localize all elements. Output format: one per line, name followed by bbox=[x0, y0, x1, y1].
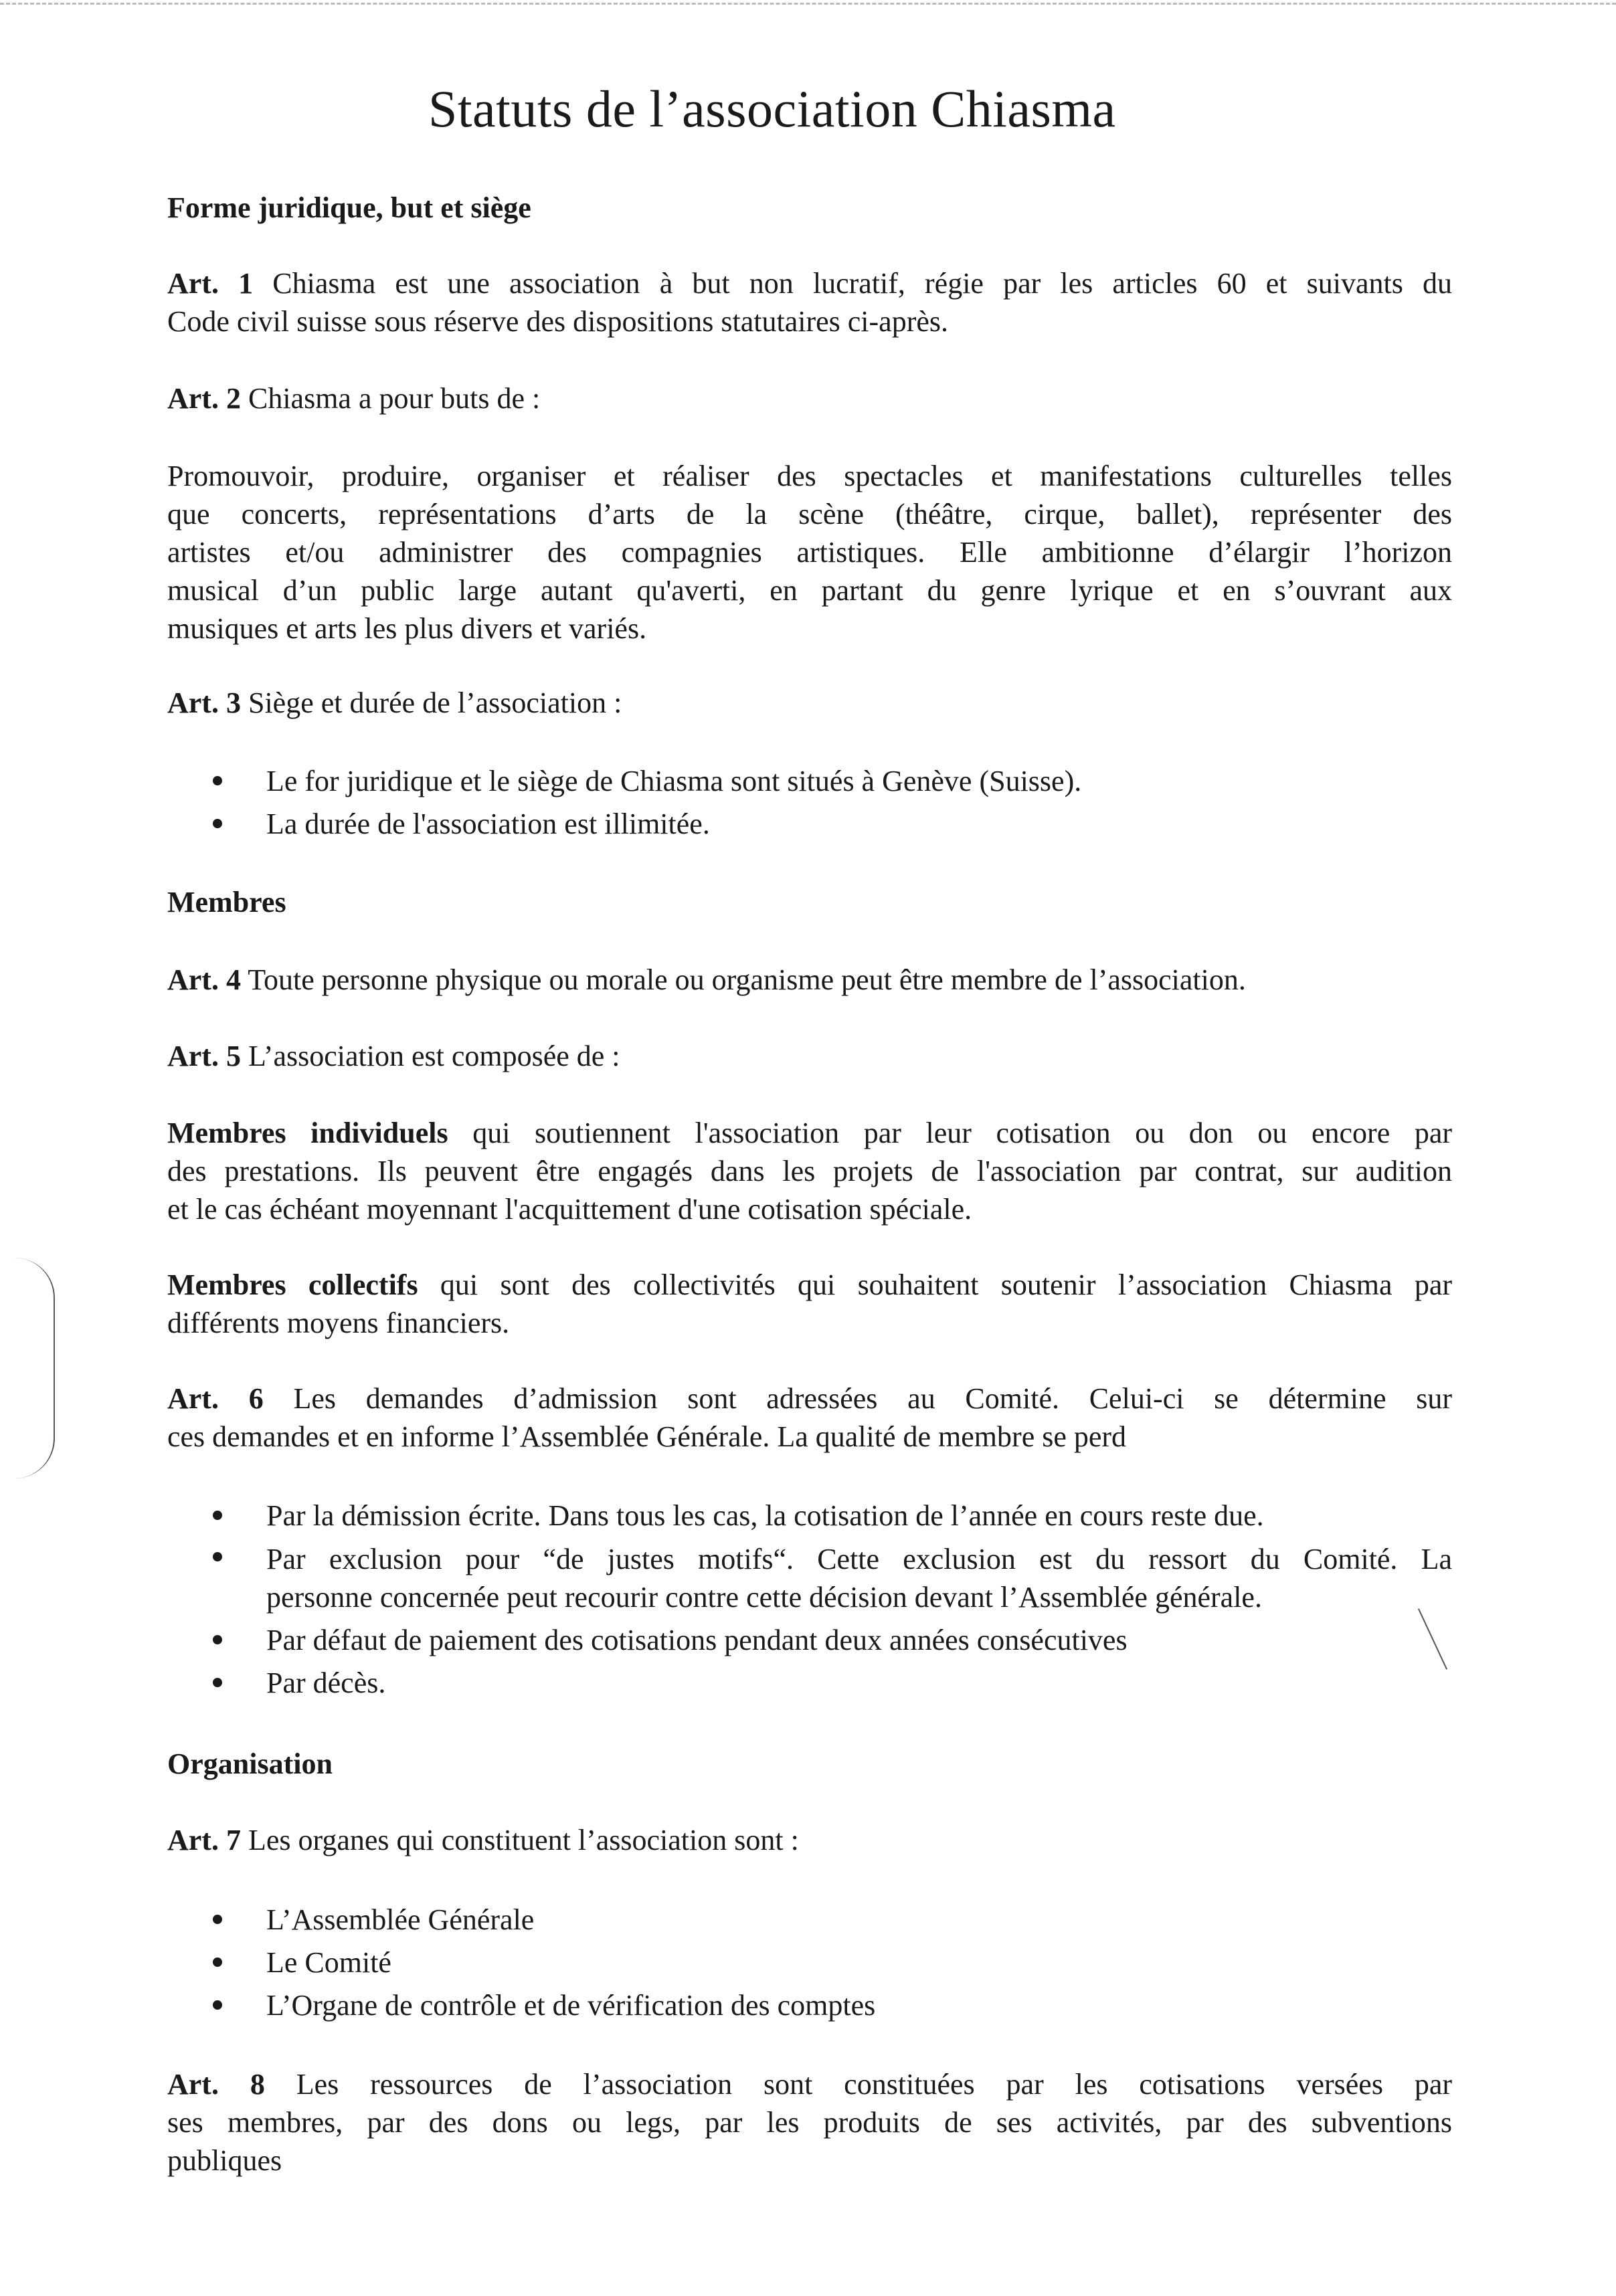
membres-individuels-lead: Membres individuels bbox=[167, 1117, 448, 1149]
article-5-collectifs: Membres collectifs qui sont des collectivités qui souhaitent soutenir l’association Chiasma par différents moyens financiers. bbox=[167, 1268, 1453, 1339]
article-2-label: Art. 2 bbox=[167, 382, 241, 415]
article-5-intro: Art. 5 L’association est composée de : bbox=[167, 1040, 620, 1072]
section-heading-forme: Forme juridique, but et siège bbox=[167, 191, 531, 224]
bullet-icon bbox=[213, 2000, 222, 2010]
article-3-label: Art. 3 bbox=[167, 686, 241, 719]
membres-collectifs-lead: Membres collectifs bbox=[167, 1268, 418, 1301]
article-8-label: Art. 8 bbox=[167, 2068, 265, 2101]
document-title: Statuts de l’association Chiasma bbox=[428, 80, 1116, 138]
bullet-icon bbox=[213, 776, 222, 785]
article-6-bullets bbox=[167, 1495, 1452, 1705]
article-6: Art. 6 Les demandes d’admission sont adressées au Comité. Celui-ci se détermine sur ces demandes et en informe l’Assemblée Générale. La qualité de membre se perd bbox=[167, 1382, 1452, 1453]
section-heading-membres: Membres bbox=[167, 886, 286, 919]
article-2-intro: Art. 2 Chiasma a pour buts de : bbox=[167, 382, 541, 415]
list-item: L’Organe de contrôle et de vérification des comptes bbox=[167, 1984, 1452, 2027]
bullet-icon bbox=[213, 1552, 222, 1561]
article-2-paragraph: Promouvoir, produire, organiser et réaliser des spectacles et manifestations culturelles telles que concerts, représentations d’arts de la scène (théâtre, cirque, ballet), représenter des artistes et/ou administrer des compagnies artistiques. Elle ambitionne d’élargir l’horizon musical d’un public large autant qu'averti, en partant du genre lyrique et en s’ouvrant aux musiques et arts les plus divers et variés. bbox=[167, 460, 1452, 645]
article-7-label: Art. 7 bbox=[167, 1824, 241, 1856]
article-4-label: Art. 4 bbox=[167, 963, 241, 996]
article-1-label: Art. 1 bbox=[167, 267, 254, 300]
article-7-bullets bbox=[167, 1899, 1452, 2027]
article-3-bullets bbox=[167, 760, 1452, 846]
article-5-label: Art. 5 bbox=[167, 1040, 241, 1072]
article-1 bbox=[167, 264, 1452, 341]
scan-mark-left bbox=[0, 1258, 55, 1478]
list-item: Le for juridique et le siège de Chiasma sont situés à Genève (Suisse). bbox=[167, 760, 1452, 803]
section-heading-organisation: Organisation bbox=[167, 1747, 333, 1780]
list-item: L’Assemblée Générale bbox=[167, 1899, 1452, 1941]
list-item: Par exclusion pour “de justes motifs“. Cette exclusion est du ressort du Comité. La personne concernée peut recourir contre cette décision devant l’Assemblée générale. bbox=[167, 1537, 1452, 1619]
article-7-intro: Art. 7 Les organes qui constituent l’association sont : bbox=[167, 1824, 799, 1856]
bullet-icon bbox=[213, 1678, 222, 1687]
list-item: La durée de l'association est illimitée. bbox=[167, 803, 1452, 846]
article-3-intro: Art. 3 Siège et durée de l’association : bbox=[167, 686, 622, 719]
article-6-label: Art. 6 bbox=[167, 1382, 264, 1415]
bullet-icon bbox=[213, 1915, 222, 1924]
list-item: Par décès. bbox=[167, 1662, 1452, 1705]
article-5-individuels: Membres individuels qui soutiennent l'association par leur cotisation ou don ou encore par des prestations. Ils peuvent être engagés dans les projets de l'association par contrat, sur audition et le cas échéant moyennant l'acquittement d'une cotisation spéciale. bbox=[167, 1117, 1452, 1226]
bullet-icon bbox=[213, 1957, 222, 1967]
scan-top-edge bbox=[0, 3, 1616, 5]
article-1-line-2: Code civil suisse sous réserve des dispositions statutaires ci-après. bbox=[167, 305, 949, 338]
bullet-icon bbox=[213, 1635, 222, 1644]
list-item: Par la démission écrite. Dans tous les cas, la cotisation de l’année en cours reste due. bbox=[167, 1495, 1452, 1537]
bullet-icon bbox=[213, 1511, 222, 1520]
bullet-icon bbox=[213, 819, 222, 828]
article-1-line-1: Art. 1 Chiasma est une association à but non lucratif, régie par les articles 60 et suivants du bbox=[167, 267, 1452, 300]
list-item: Par défaut de paiement des cotisations pendant deux années consécutives bbox=[167, 1619, 1452, 1662]
article-8: Art. 8 Les ressources de l’association sont constituées par les cotisations versées par ses membres, par des dons ou legs, par les produits de ses activités, par des subventions publiques bbox=[167, 2068, 1453, 2177]
list-item: Le Comité bbox=[167, 1941, 1452, 1984]
article-4: Art. 4 Toute personne physique ou morale ou organisme peut être membre de l’association. bbox=[167, 963, 1246, 996]
